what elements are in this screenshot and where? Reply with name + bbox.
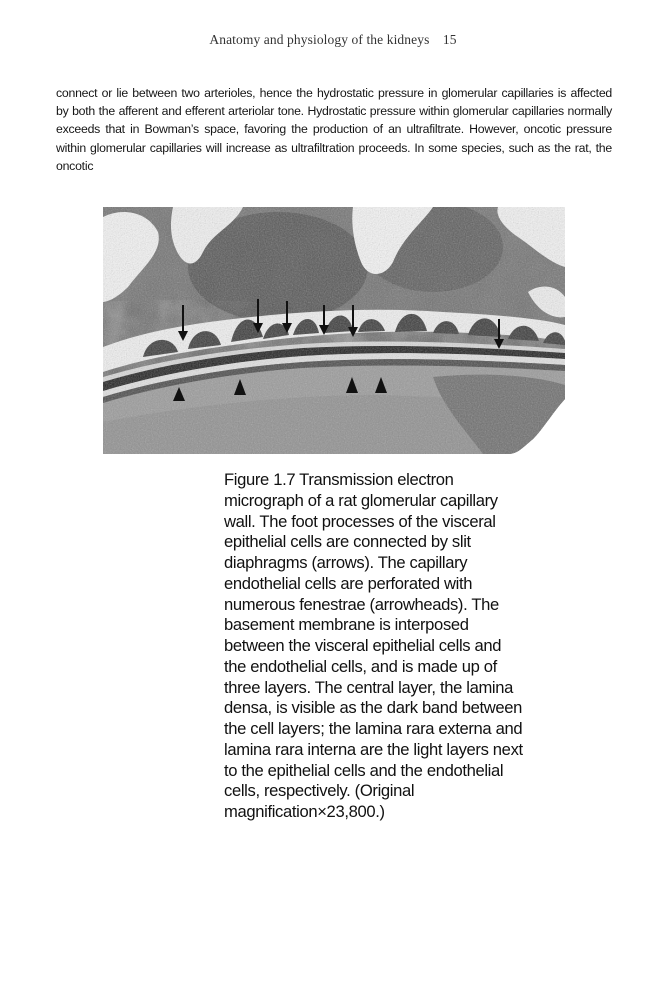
body-paragraph: connect or lie between two arterioles, hence the hydrostatic pressure in glomerular capillaries is affected by both the afferent and efferent arteriolar tone. Hydrostatic pressure within glomerular capillaries normally exceeds that in Bowman’s space, favoring the production of an ultrafiltrate. However, oncotic pressure within glomerular capillaries will increase as ultrafiltration proceeds. In some species, such as the rat, the oncotic [56, 86, 612, 173]
page-number: 15 [442, 32, 457, 47]
running-header-title: Anatomy and physiology of the kidneys [209, 32, 430, 47]
figure-caption: Figure 1.7 Transmission electron micrograph of a rat glomerular capillary wall. The foot processes of the visceral epithelial cells are connected by slit diaphragms (arrows). The capillary endothelial cells are perforated with numerous fenestrae (arrowheads). The basement membrane is interposed between the visceral epithelial cells and the endothelial cells, and is made up of three layers. The central layer, the lamina densa, is visible as the dark band between the cell layers; the lamina rara externa and lamina rara interna are the light layers next to the epithelial cells and the endothelial cells, respectively. (Original magnification×23,800.) [224, 470, 523, 821]
electron-micrograph-figure [103, 207, 565, 454]
running-header [0, 32, 666, 48]
